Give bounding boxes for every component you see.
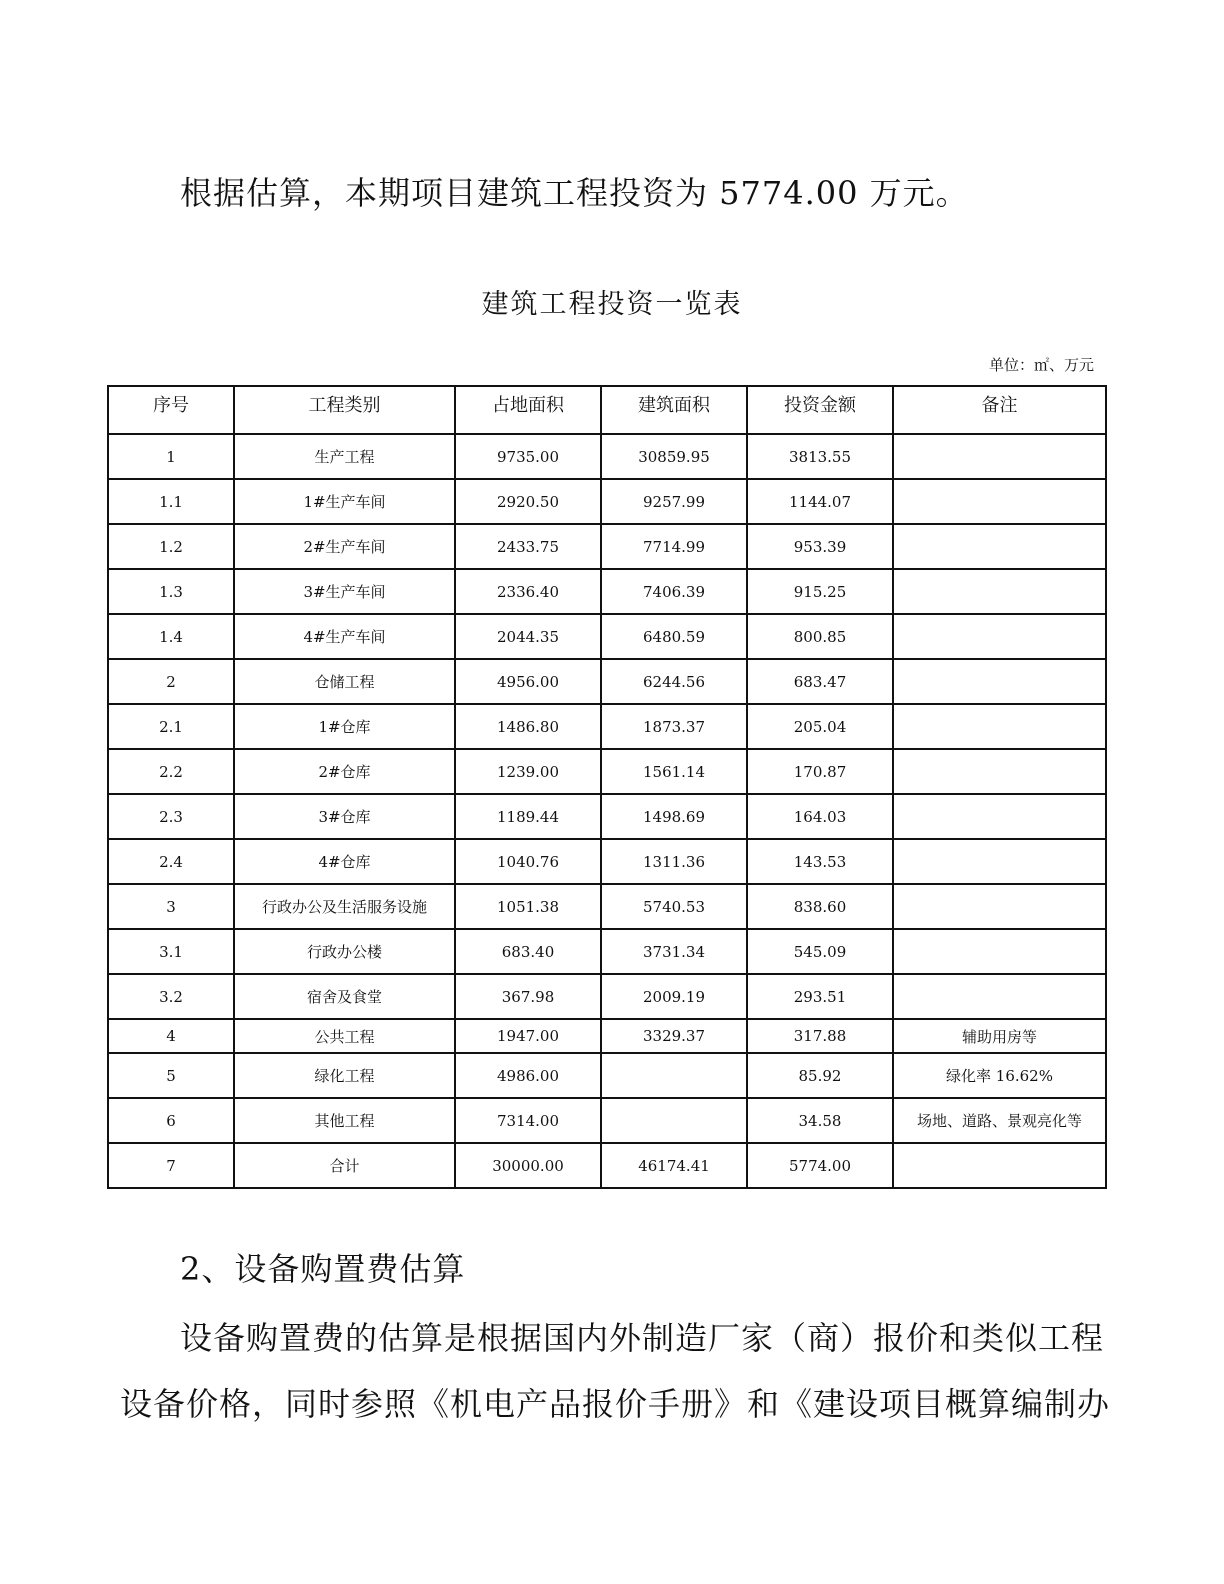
cell-remarks [893, 749, 1106, 794]
cell-remarks [893, 659, 1106, 704]
table-row [108, 749, 1106, 794]
cell-remarks: 绿化率 16.62% [893, 1053, 1106, 1098]
cell-index: 1 [108, 434, 234, 479]
table-row [108, 974, 1106, 1019]
cell-index: 2.3 [108, 794, 234, 839]
cell-land-area: 367.98 [455, 974, 601, 1019]
cell-remarks [893, 434, 1106, 479]
cell-index: 1.2 [108, 524, 234, 569]
cell-land-area: 4956.00 [455, 659, 601, 704]
table-row [108, 659, 1106, 704]
cell-land-area: 4986.00 [455, 1053, 601, 1098]
cell-land-area: 1239.00 [455, 749, 601, 794]
table-row [108, 524, 1106, 569]
cell-land-area: 9735.00 [455, 434, 601, 479]
cell-land-area: 30000.00 [455, 1143, 601, 1188]
cell-building-area: 1311.36 [601, 839, 747, 884]
cell-category: 1#生产车间 [234, 479, 455, 524]
header-investment: 投资金额 [747, 386, 893, 434]
cell-land-area: 1947.00 [455, 1019, 601, 1053]
table-row [108, 794, 1106, 839]
unit-label: 单位：㎡、万元 [988, 356, 1094, 374]
header-land-area: 占地面积 [455, 386, 601, 434]
cell-category: 1#仓库 [234, 704, 455, 749]
cell-investment: 293.51 [747, 974, 893, 1019]
cell-remarks [893, 569, 1106, 614]
cell-building-area: 9257.99 [601, 479, 747, 524]
cell-index: 1.4 [108, 614, 234, 659]
cell-category: 绿化工程 [234, 1053, 455, 1098]
cell-investment: 1144.07 [747, 479, 893, 524]
cell-building-area: 30859.95 [601, 434, 747, 479]
cell-land-area: 1486.80 [455, 704, 601, 749]
cell-category: 仓储工程 [234, 659, 455, 704]
cell-investment: 915.25 [747, 569, 893, 614]
cell-index: 4 [108, 1019, 234, 1053]
cell-category: 行政办公及生活服务设施 [234, 884, 455, 929]
table-header-row [108, 386, 1106, 434]
table-row [108, 1019, 1106, 1053]
cell-building-area: 2009.19 [601, 974, 747, 1019]
cell-land-area: 7314.00 [455, 1098, 601, 1143]
cell-land-area: 2336.40 [455, 569, 601, 614]
cell-building-area: 7714.99 [601, 524, 747, 569]
cell-land-area: 2920.50 [455, 479, 601, 524]
table-title: 建筑工程投资一览表 [481, 289, 743, 320]
section-paragraph: 设备购置费的估算是根据国内外制造厂家（商）报价和类似工程设备价格，同时参照《机电产品报价手册》和《建设项目概算编制办 [120, 1319, 1111, 1423]
cell-building-area: 3329.37 [601, 1019, 747, 1053]
cell-building-area: 6480.59 [601, 614, 747, 659]
cell-investment: 838.60 [747, 884, 893, 929]
cell-building-area: 6244.56 [601, 659, 747, 704]
cell-investment: 170.87 [747, 749, 893, 794]
cell-remarks: 辅助用房等 [893, 1019, 1106, 1053]
intro-paragraph: 根据估算，本期项目建筑工程投资为 5774.00 万元。 [180, 174, 969, 212]
cell-index: 3 [108, 884, 234, 929]
cell-remarks [893, 614, 1106, 659]
cell-index: 6 [108, 1098, 234, 1143]
cell-land-area: 2044.35 [455, 614, 601, 659]
cell-land-area: 1040.76 [455, 839, 601, 884]
cell-investment: 683.47 [747, 659, 893, 704]
cell-category: 其他工程 [234, 1098, 455, 1143]
cell-remarks [893, 839, 1106, 884]
cell-building-area: 1873.37 [601, 704, 747, 749]
table-row [108, 1098, 1106, 1143]
cell-investment: 5774.00 [747, 1143, 893, 1188]
cell-category: 宿舍及食堂 [234, 974, 455, 1019]
cell-investment: 800.85 [747, 614, 893, 659]
cell-remarks [893, 1143, 1106, 1188]
cell-building-area: 1561.14 [601, 749, 747, 794]
cell-index: 1.1 [108, 479, 234, 524]
cell-remarks [893, 704, 1106, 749]
cell-land-area: 683.40 [455, 929, 601, 974]
table-row [108, 1143, 1106, 1188]
cell-building-area [601, 1053, 747, 1098]
table-row [108, 434, 1106, 479]
cell-remarks: 场地、道路、景观亮化等 [893, 1098, 1106, 1143]
cell-building-area: 1498.69 [601, 794, 747, 839]
table-row [108, 704, 1106, 749]
cell-building-area: 3731.34 [601, 929, 747, 974]
cell-index: 2.2 [108, 749, 234, 794]
cell-category: 合计 [234, 1143, 455, 1188]
cell-investment: 85.92 [747, 1053, 893, 1098]
cell-remarks [893, 794, 1106, 839]
cell-building-area: 5740.53 [601, 884, 747, 929]
cell-land-area: 1051.38 [455, 884, 601, 929]
cell-remarks [893, 884, 1106, 929]
cell-category: 行政办公楼 [234, 929, 455, 974]
cell-investment: 164.03 [747, 794, 893, 839]
cell-investment: 545.09 [747, 929, 893, 974]
cell-investment: 953.39 [747, 524, 893, 569]
cell-index: 3.2 [108, 974, 234, 1019]
cell-investment: 317.88 [747, 1019, 893, 1053]
cell-remarks [893, 524, 1106, 569]
table-row [108, 839, 1106, 884]
header-building-area: 建筑面积 [601, 386, 747, 434]
cell-category: 4#生产车间 [234, 614, 455, 659]
cell-category: 3#生产车间 [234, 569, 455, 614]
table-row [108, 479, 1106, 524]
cell-index: 2.4 [108, 839, 234, 884]
table-row [108, 929, 1106, 974]
cell-remarks [893, 974, 1106, 1019]
cell-index: 2 [108, 659, 234, 704]
cell-index: 2.1 [108, 704, 234, 749]
cell-category: 公共工程 [234, 1019, 455, 1053]
cell-index: 5 [108, 1053, 234, 1098]
table-row [108, 884, 1106, 929]
header-category: 工程类别 [234, 386, 455, 434]
cell-category: 3#仓库 [234, 794, 455, 839]
cell-category: 4#仓库 [234, 839, 455, 884]
cell-investment: 143.53 [747, 839, 893, 884]
cell-land-area: 1189.44 [455, 794, 601, 839]
table-row [108, 614, 1106, 659]
cell-investment: 3813.55 [747, 434, 893, 479]
cell-remarks [893, 479, 1106, 524]
cell-building-area [601, 1098, 747, 1143]
cell-investment: 34.58 [747, 1098, 893, 1143]
cell-category: 生产工程 [234, 434, 455, 479]
table-row [108, 1053, 1106, 1098]
cell-building-area: 46174.41 [601, 1143, 747, 1188]
cell-category: 2#仓库 [234, 749, 455, 794]
table-row [108, 569, 1106, 614]
cell-land-area: 2433.75 [455, 524, 601, 569]
header-remarks: 备注 [893, 386, 1106, 434]
header-index: 序号 [108, 386, 234, 434]
cell-category: 2#生产车间 [234, 524, 455, 569]
cell-building-area: 7406.39 [601, 569, 747, 614]
section-heading: 2、设备购置费估算 [180, 1250, 466, 1288]
cell-index: 1.3 [108, 569, 234, 614]
cell-remarks [893, 929, 1106, 974]
investment-table [107, 385, 1107, 1189]
cell-index: 3.1 [108, 929, 234, 974]
cell-investment: 205.04 [747, 704, 893, 749]
cell-index: 7 [108, 1143, 234, 1188]
